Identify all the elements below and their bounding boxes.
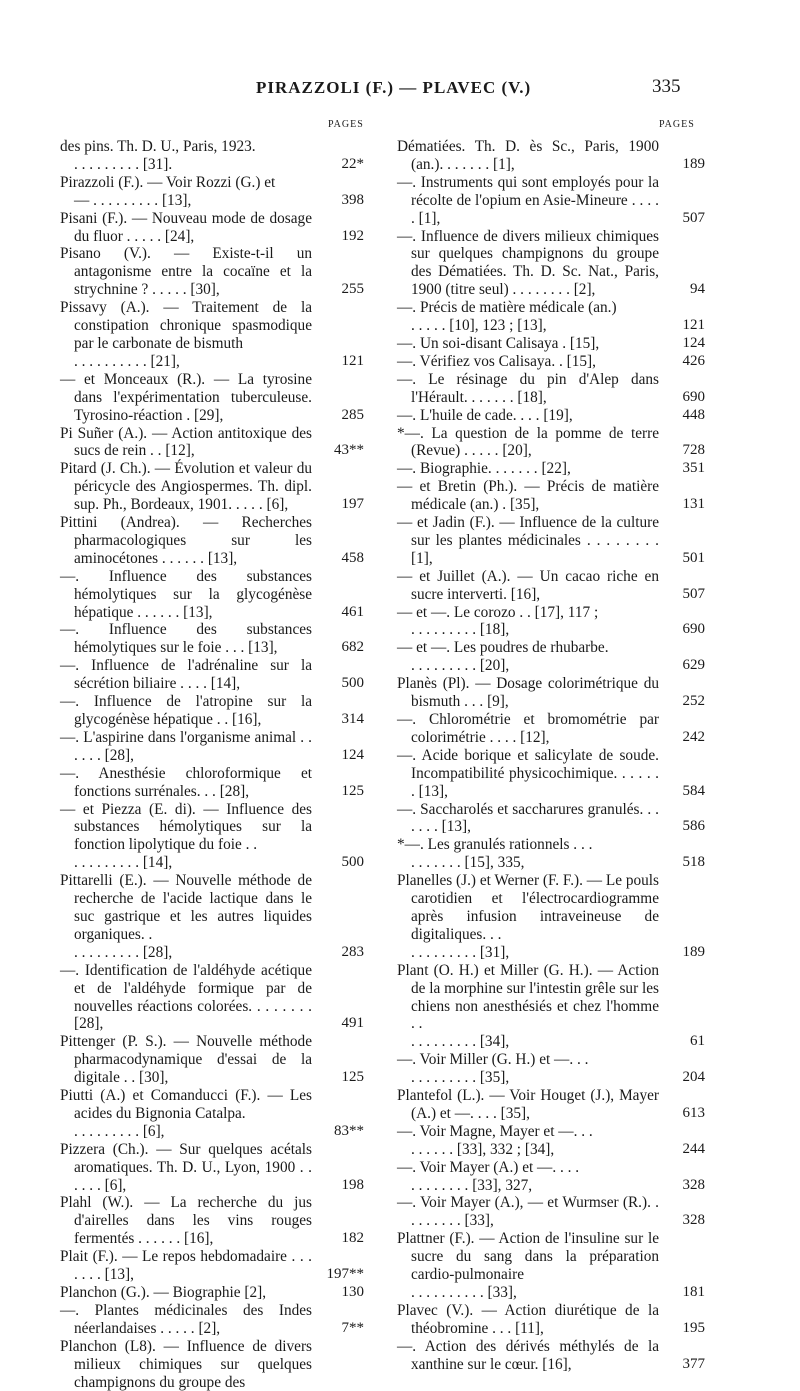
entry-page: 255 — [341, 281, 364, 298]
index-entry — [397, 514, 717, 568]
entry-page: 198 — [341, 1176, 364, 1193]
entry-text: Plahl (W.). — La recherche du jus d'airelles dans les vins rouges fermentés . . . . . . [16], — [60, 1194, 312, 1248]
index-entry — [397, 1051, 717, 1087]
entry-text: —. Le résinage du pin d'Alep dans l'Hérault. . . . . . . [18], — [397, 370, 659, 406]
index-entry — [60, 1194, 376, 1248]
entry-page: 189 — [682, 155, 705, 172]
entry-page: 130 — [341, 1284, 364, 1300]
entry-text: Piutti (A.) et Comanducci (F.). — Les acides du Bignonia Catalpa. . . . . . . . . . [6], — [60, 1087, 312, 1140]
index-entry — [397, 1159, 717, 1195]
entry-text: —. Plantes médicinales des Indes néerlandaises . . . . . [2], — [60, 1301, 312, 1337]
entry-page: 461 — [341, 603, 364, 620]
entry-page: 586 — [682, 818, 705, 835]
right-entries — [397, 138, 717, 1374]
entry-page: 682 — [341, 639, 364, 656]
entry-text: Plant (O. H.) et Miller (G. H.). — Action de la morphine sur l'intestin grêle sur les chiens non anesthésiés et chez l'homme . . . . . . . . . . . [34], — [397, 961, 659, 1051]
entry-page: 283 — [341, 943, 364, 960]
index-entry — [60, 174, 376, 210]
entry-page: 131 — [682, 496, 705, 513]
index-entry — [60, 1087, 376, 1141]
entry-page: 584 — [682, 782, 705, 799]
entry-text: Plavec (V.). — Action diurétique de la théobromine . . . [11], — [397, 1301, 659, 1337]
entry-text: —. Influence des substances hémolytiques sur le foie . . . [13], — [60, 621, 312, 657]
entry-text: —. Saccharolés et saccharures granulés. . . . . . . [13], — [397, 800, 659, 836]
entry-page: 314 — [341, 711, 364, 727]
index-entry — [397, 174, 717, 228]
index-entry — [60, 621, 376, 657]
entry-page: 398 — [341, 191, 364, 208]
index-entry — [397, 1302, 717, 1338]
entry-text: —. L'aspirine dans l'organisme animal . . . . . . [28], — [60, 728, 312, 764]
index-entry — [60, 693, 376, 729]
entry-page: 204 — [682, 1069, 705, 1086]
index-entry — [60, 1141, 376, 1195]
index-entry — [397, 407, 717, 425]
index-entry — [60, 371, 376, 425]
entry-text: —. Acide borique et salicylate de soude. Incompatibilité physicochimique. . . . . . . [13], — [397, 746, 659, 800]
index-entry — [60, 299, 376, 371]
entry-text: — et Piezza (E. di). — Influence des substances hémolytiques sur la fonction lipolytique du foie . . . . . . . . . . . [14], — [60, 800, 312, 872]
entry-text: — et —. Les poudres de rhubarbe. . . . . . . . . . [20], — [397, 639, 609, 675]
entry-page: 244 — [682, 1140, 705, 1157]
index-entry — [397, 604, 717, 640]
entry-page: 426 — [682, 352, 705, 369]
index-entry — [60, 514, 376, 568]
entry-text: des pins. Th. D. U., Paris, 1923. . . . . . . . . . [31]. — [60, 138, 256, 173]
entry-page: 125 — [341, 782, 364, 799]
entry-page: 500 — [341, 675, 364, 692]
entry-text: —. Influence de l'atropine sur la glycogénèse hépatique . . [16], — [60, 693, 312, 728]
entry-text: — et Monceaux (R.). — La tyrosine dans l'expérimentation tuberculeuse. Tyrosino-réaction . [29], — [60, 370, 312, 424]
entry-text: Planchon (L8). — Influence de divers milieux chimiques sur quelques champignons du groupe des — [60, 1337, 312, 1391]
entry-page: 192 — [341, 227, 364, 244]
entry-page: 61 — [690, 1033, 705, 1050]
entry-text: —. Voir Mayer (A.) et —. . . . . . . . . . . . [33], 327, — [397, 1158, 580, 1194]
entry-page: 458 — [341, 549, 364, 566]
index-entry — [397, 747, 717, 801]
index-entry — [397, 962, 717, 1052]
entry-text: —. Influence de divers milieux chimiques sur quelques champignons du groupe des Dématiées. Th. D. Sc. Nat., Paris, 1900 (titre seul) . . . . . . . . [2], — [397, 227, 659, 299]
index-entry — [397, 639, 717, 675]
entry-page: 501 — [682, 549, 705, 566]
index-entry — [60, 729, 376, 765]
entry-text: Pisano (V.). — Existe-t-il un antagonisme entre la cocaïne et la strychnine ? . . . . . [30], — [60, 245, 312, 299]
index-entry — [397, 353, 717, 371]
entry-page: 328 — [682, 1176, 705, 1193]
entry-page: 690 — [682, 388, 705, 405]
index-entry — [60, 872, 376, 962]
entry-text: — et —. Le corozo . . [17], 117 ; . . . . . . . . . [18], — [397, 603, 599, 639]
index-entry — [60, 1248, 376, 1284]
entry-page: 690 — [682, 621, 705, 638]
entry-page: 285 — [341, 406, 364, 423]
entry-text: Plantefol (L.). — Voir Houget (J.), Mayer (A.) et —. . . . [35], — [397, 1087, 659, 1122]
entry-text: *—. Les granulés rationnels . . . . . . . . . . [15], 335, — [397, 836, 593, 872]
entry-page: 22* — [341, 155, 364, 172]
entry-text: Plait (F.). — Le repos hebdomadaire . . . . . . . [13], — [60, 1248, 312, 1284]
entry-text: Pittenger (P. S.). — Nouvelle méthode pharmacodynamique d'essai de la digitale . . [30], — [60, 1033, 312, 1087]
entry-text: —. Instruments qui sont employés pour la récolte de l'opium en Asie-Mineure . . . . . [1], — [397, 173, 659, 227]
entry-page: 121 — [341, 352, 364, 369]
entry-text: Pisani (F.). — Nouveau mode de dosage du fluor . . . . . [24], — [60, 209, 312, 245]
index-entry — [397, 478, 717, 514]
index-entry — [397, 711, 717, 747]
index-entry — [60, 1033, 376, 1087]
index-entry — [397, 138, 717, 174]
entry-page: 94 — [690, 281, 705, 298]
entry-text: — et Juillet (A.). — Un cacao riche en sucre interverti. [16], — [397, 567, 659, 603]
entry-text: Pizzera (Ch.). — Sur quelques acétals aromatiques. Th. D. U., Lyon, 1900 . . . . . . [6], — [60, 1140, 312, 1194]
entry-page: 377 — [682, 1355, 705, 1372]
entry-page: 195 — [682, 1319, 705, 1336]
running-title: PIRAZZOLI (F.) — PLAVEC (V.) — [256, 78, 532, 97]
index-entry — [60, 801, 376, 873]
entry-text: —. Action des dérivés méthylés de la xanthine sur le cœur. [16], — [397, 1337, 659, 1373]
entry-text: Pitard (J. Ch.). — Évolution et valeur du péricycle des Angiospermes. Th. dipl. sup. Ph., Bordeaux, 1901. . . . . [6], — [60, 460, 312, 514]
index-entry — [397, 675, 717, 711]
entry-text: Planelles (J.) et Werner (F. F.). — Le pouls carotidien et l'électrocardiogramme après infusion intraveineuse de digitaliques. . . . . . . . . . . . [31], — [397, 872, 659, 961]
index-entry — [397, 335, 717, 353]
pages-column-heading: PAGES — [328, 119, 364, 130]
index-entry — [397, 1123, 717, 1159]
left-entries — [60, 138, 376, 1391]
index-entry — [397, 425, 717, 461]
pages-column-heading: PAGES — [659, 119, 695, 130]
entry-text: —. Influence des substances hémolytiques sur la glycogénèse hépatique . . . . . . [13], — [60, 567, 312, 621]
entry-page: 491 — [341, 1015, 364, 1032]
index-entry — [60, 245, 376, 299]
index-entry — [397, 1230, 717, 1302]
index-entry — [60, 1302, 376, 1338]
entry-page: 124 — [341, 746, 364, 763]
entry-page: 181 — [682, 1284, 705, 1300]
page-number: 335 — [652, 76, 681, 97]
page-header — [0, 72, 800, 102]
entry-page: 197 — [341, 496, 364, 513]
entry-text: Pittarelli (E.). — Nouvelle méthode de recherche de l'acide lactique dans le suc gastrique et les autres liquides organiques. . . . . . . . . . . [28], — [60, 872, 312, 961]
index-entry — [60, 657, 376, 693]
entry-text: —. Influence de l'adrénaline sur la sécrétion biliaire . . . . [14], — [60, 657, 312, 693]
entry-page: 351 — [682, 460, 705, 477]
index-entry — [397, 371, 717, 407]
entry-text: —. Chlorométrie et bromométrie par colorimétrie . . . . [12], — [397, 711, 659, 746]
index-entry — [397, 228, 717, 300]
entry-text: —. L'huile de cade. . . . [19], — [397, 406, 573, 424]
entry-page: 124 — [682, 334, 705, 351]
index-entry — [60, 1338, 376, 1391]
entry-text: Planchon (G.). — Biographie [2], — [60, 1284, 267, 1301]
entry-page: 182 — [341, 1230, 364, 1247]
index-entry — [60, 568, 376, 622]
entry-page: 629 — [682, 657, 705, 674]
entry-text: — et Jadin (F.). — Influence de la culture sur les plantes médicinales . . . . . . . . [1], — [397, 514, 659, 567]
index-entry — [60, 765, 376, 801]
index-entry — [397, 836, 717, 872]
index-entry — [397, 1338, 717, 1374]
entry-page: 83** — [334, 1122, 364, 1139]
entry-text: —. Biographie. . . . . . . [22], — [397, 460, 571, 478]
entry-page: 242 — [682, 728, 705, 745]
entry-page: 252 — [682, 693, 705, 710]
index-entry — [60, 460, 376, 514]
entry-page: 507 — [682, 209, 705, 226]
entry-page: 518 — [682, 854, 705, 871]
index-entry — [397, 460, 717, 478]
index-entry — [60, 138, 376, 174]
entry-text: Pi Suñer (A.). — Action antitoxique des sucs de rein . . [12], — [60, 424, 312, 460]
entry-text: —. Un soi-disant Calisaya . [15], — [397, 334, 600, 352]
entry-text: Plattner (F.). — Action de l'insuline sur le sucre du sang dans la préparation cardio-pulmonaire . . . . . . . . . . [33], — [397, 1230, 659, 1301]
entry-text: Planès (Pl). — Dosage colorimétrique du bismuth . . . [9], — [397, 675, 659, 711]
entry-page: 728 — [682, 442, 705, 459]
index-entry — [397, 299, 717, 335]
entry-page: 189 — [682, 943, 705, 960]
index-entry — [60, 210, 376, 246]
entry-text: —. Voir Magne, Mayer et —. . . . . . . . . [33], 332 ; [34], — [397, 1122, 593, 1158]
entry-text: —. Précis de matière médicale (an.) . . . . . [10], 123 ; [13], — [397, 299, 617, 335]
index-entry — [397, 801, 717, 837]
entry-text: —. Identification de l'aldéhyde acétique et de l'aldéhyde formique par de nouvelles réactions colorées. . . . . . . . [28], — [60, 961, 312, 1033]
entry-text: —. Anesthésie chloroformique et fonctions surrénales. . . [28], — [60, 764, 312, 800]
entry-page: 125 — [341, 1069, 364, 1086]
entry-page: 500 — [341, 854, 364, 871]
entry-page: 197** — [326, 1266, 364, 1283]
entry-text: — et Bretin (Ph.). — Précis de matière médicale (an.) . [35], — [397, 478, 659, 514]
entry-text: Pittini (Andrea). — Recherches pharmacologiques sur les aminocétones . . . . . . [13], — [60, 514, 312, 567]
entry-text: Pissavy (A.). — Traitement de la constipation chronique spasmodique par le carbonate de bismuth . . . . . . . . . . [21], — [60, 299, 312, 370]
entry-text: Pirazzoli (F.). — Voir Rozzi (G.) et — . . . . . . . . . [13], — [60, 173, 276, 209]
entry-page: 613 — [682, 1104, 705, 1121]
index-entry — [397, 1087, 717, 1123]
index-entry — [397, 1194, 717, 1230]
entry-page: 43** — [334, 442, 364, 459]
entry-text: *—. La question de la pomme de terre (Revue) . . . . . [20], — [397, 424, 659, 460]
index-entry — [397, 568, 717, 604]
entry-page: 7** — [341, 1319, 364, 1336]
entry-page: 121 — [682, 317, 705, 334]
entry-text: —. Voir Mayer (A.), — et Wurmser (R.). . . . . . . . . [33], — [397, 1194, 659, 1230]
index-entry — [60, 1284, 376, 1302]
index-entry — [60, 962, 376, 1034]
index-entry — [60, 425, 376, 461]
entry-text: —. Vérifiez vos Calisaya. . [15], — [397, 352, 596, 370]
entry-text: Dématiées. Th. D. ès Sc., Paris, 1900 (an.). . . . . . . [1], — [397, 138, 659, 173]
entry-page: 448 — [682, 406, 705, 423]
index-entry — [397, 872, 717, 962]
entry-text: —. Voir Miller (G. H.) et —. . . . . . . . . . . . [35], — [397, 1051, 589, 1087]
entry-page: 507 — [682, 585, 705, 602]
entry-page: 328 — [682, 1212, 705, 1229]
